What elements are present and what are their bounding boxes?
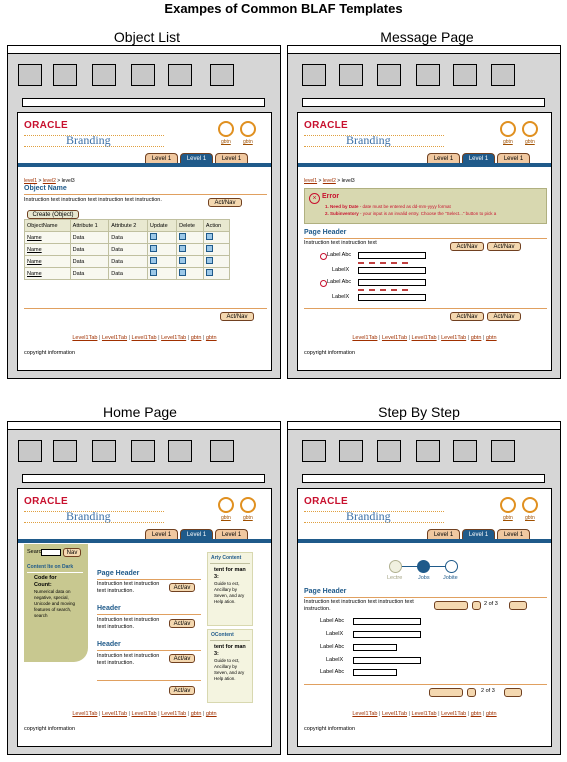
content-box-text: Guide to ect, Ancillary by Seven, and ary Help ation. [214, 658, 245, 681]
instruction-text: Instruction text instruction text instruction. [97, 617, 160, 630]
toolbar-button[interactable] [53, 440, 77, 462]
step-visited-icon[interactable] [389, 560, 402, 573]
text-field[interactable] [353, 631, 421, 638]
branding-text: Branding [66, 133, 111, 147]
window-titlebar[interactable] [288, 46, 560, 54]
tab-level1[interactable]: Level 1 [215, 153, 248, 163]
tab-level1[interactable]: Level 1 [215, 529, 248, 539]
copyright: copyright information [304, 350, 356, 356]
header-divider [97, 614, 201, 615]
toolbar-button[interactable] [210, 64, 234, 86]
toolbar-button[interactable] [453, 440, 477, 462]
toolbar-button[interactable] [18, 64, 42, 86]
content-box-text: Guide to ect, Ancillary by Seven, and ary Help ation. [214, 581, 245, 604]
text-field[interactable] [353, 669, 397, 676]
update-icon[interactable] [150, 269, 157, 276]
field-label: Label Abc [327, 279, 352, 285]
toolbar-button[interactable] [92, 440, 116, 462]
content-box-heading: tent for man 3: [214, 567, 246, 580]
toolbar-button[interactable] [131, 64, 155, 86]
footer-link[interactable]: Level1Tab [352, 711, 378, 717]
step-current-icon [417, 560, 430, 573]
error-indicator-icon [320, 253, 327, 260]
text-field[interactable] [353, 657, 421, 664]
oracle-logo: ORACLE [24, 496, 69, 507]
search-input[interactable] [41, 549, 61, 556]
footer-divider [304, 684, 547, 685]
action-button[interactable]: Act/Nav [487, 242, 521, 251]
object-table [24, 219, 230, 280]
toolbar-button[interactable] [377, 440, 401, 462]
tab-level1[interactable]: Level 1 [497, 153, 530, 163]
object-name-link[interactable]: Name [27, 270, 42, 277]
copyright: copyright information [304, 726, 356, 732]
footer-link[interactable]: gbtn [190, 335, 202, 341]
oracle-logo: ORACLE [304, 496, 349, 507]
toolbar-button[interactable] [491, 440, 515, 462]
action-button[interactable]: Act/av [169, 686, 195, 695]
search-label: Searc [27, 549, 42, 555]
global-button-icon[interactable] [522, 497, 538, 513]
window-object-list [7, 45, 281, 379]
tab-level1-selected[interactable]: Level 1 [462, 153, 495, 163]
action-button[interactable]: Act/Nav [487, 312, 521, 321]
global-button-label[interactable]: gbtn [243, 515, 253, 521]
column-header: Delete [177, 220, 204, 232]
global-button-label[interactable]: gbtn [503, 515, 513, 521]
field-label: Label Abc [320, 618, 345, 624]
next-button[interactable] [504, 688, 522, 697]
tab-level1[interactable]: Level 1 [427, 529, 460, 539]
action-button[interactable]: Act/Nav [450, 242, 484, 251]
toolbar-button[interactable] [377, 64, 401, 86]
nav-bar [298, 163, 551, 167]
toolbar-button[interactable] [416, 440, 440, 462]
field-label: LabelX [326, 657, 344, 663]
tab-level1[interactable]: Level 1 [145, 153, 178, 163]
field-label: Label Abc [320, 644, 345, 650]
breadcrumb: level1 > level2 > level3 [24, 178, 75, 184]
tab-level1-selected[interactable]: Level 1 [180, 529, 213, 539]
branding-text: Branding [66, 509, 111, 523]
breadcrumb-link[interactable]: level1 [304, 178, 318, 184]
section-header: Header [97, 605, 121, 612]
instruction-text: Instruction text instruction text instruction text instruction. [24, 197, 162, 203]
footer-link[interactable]: Level1Tab [161, 335, 187, 341]
footer-link[interactable]: Level1Tab [131, 711, 157, 717]
step-label: Jobs [418, 575, 430, 581]
footer-links: Level1Tab | Level1Tab | Level1Tab | Level1Tab | gbtn | gbtn [72, 335, 217, 341]
footer-link[interactable]: gbtn [205, 335, 217, 341]
global-button-label[interactable]: gbtn [525, 515, 535, 521]
global-button-label[interactable]: gbtn [503, 139, 513, 145]
branding-text: Branding [346, 133, 391, 147]
footer-link[interactable]: Level1Tab [411, 711, 437, 717]
footer-link[interactable]: Level1Tab [441, 711, 467, 717]
step-label: Lectre [387, 575, 403, 581]
update-icon[interactable] [150, 245, 157, 252]
header-divider [304, 597, 547, 598]
address-bar[interactable] [22, 474, 265, 483]
breadcrumb-link[interactable]: level1 [24, 178, 38, 184]
content-box-divider [210, 563, 250, 564]
footer-link[interactable]: Level1Tab [411, 335, 437, 341]
toolbar-button[interactable] [168, 64, 192, 86]
action-icon[interactable] [206, 245, 213, 252]
table-header-row [25, 220, 230, 232]
column-header[interactable]: Attribute 2 [109, 220, 148, 232]
update-icon[interactable] [150, 233, 157, 240]
footer-link[interactable]: gbtn [205, 711, 217, 717]
tab-level1[interactable]: Level 1 [145, 529, 178, 539]
page-header: Object Name [24, 185, 67, 192]
toolbar-button[interactable] [491, 64, 515, 86]
error-line: 2. Subinventory - your input is an invalid entry. Choose the "Select..." button to pick a [325, 211, 497, 216]
text-field[interactable] [358, 267, 426, 274]
error-message-box [304, 188, 547, 224]
tab-level1[interactable]: Level 1 [497, 529, 530, 539]
field-label: LabelX [332, 294, 350, 300]
object-name-link[interactable]: Name [27, 258, 42, 265]
sidebar-link[interactable]: Content Ite on Dark [27, 564, 74, 570]
footer-links: Level1Tab | Level1Tab | Level1Tab | Level1Tab | gbtn | gbtn [72, 711, 217, 717]
oracle-logo: ORACLE [304, 120, 349, 131]
nav-bar [298, 539, 551, 543]
object-name-link[interactable]: Name [27, 234, 42, 241]
address-bar[interactable] [302, 474, 545, 483]
footer-link[interactable]: Level1Tab [131, 335, 157, 341]
cell: Data [109, 232, 148, 244]
window-home-page [7, 421, 281, 755]
cell: Data [70, 232, 109, 244]
delete-icon[interactable] [179, 269, 186, 276]
page-content [297, 112, 552, 371]
error-underline [358, 262, 408, 266]
global-button-label[interactable]: gbtn [221, 515, 231, 521]
panel-title-step-by-step: Step By Step [378, 404, 460, 420]
text-field[interactable] [353, 618, 421, 625]
page-count: 2 of 3 [481, 688, 495, 694]
next-button[interactable] [509, 601, 527, 610]
sidebar-divider [27, 572, 83, 573]
cell: Data [109, 268, 148, 280]
footer-link[interactable]: Level1Tab [352, 335, 378, 341]
footer-link[interactable]: gbtn [190, 711, 202, 717]
footer-link[interactable]: Level1Tab [161, 711, 187, 717]
error-line: 1. Need by Date - date must be entered as dd-mm-yyyy format [325, 204, 451, 209]
content-box-title: OContent [211, 632, 234, 638]
page-header: Page Header [304, 588, 347, 595]
delete-icon[interactable] [179, 233, 186, 240]
instruction-text: Instruction text instruction text [304, 240, 377, 246]
page-content [17, 112, 272, 371]
error-title: Error [322, 193, 340, 200]
toolbar-button[interactable] [210, 440, 234, 462]
action-icon[interactable] [206, 233, 213, 240]
window-message-page [287, 45, 561, 379]
panel-title-home-page: Home Page [103, 404, 177, 420]
window-step-by-step [287, 421, 561, 755]
back-button[interactable] [429, 688, 463, 697]
action-button[interactable]: Act/av [169, 619, 195, 628]
toolbar-button[interactable] [339, 64, 363, 86]
toolbar-button[interactable] [168, 440, 192, 462]
action-icon[interactable] [206, 257, 213, 264]
footer-link[interactable]: gbtn [470, 711, 482, 717]
footer-link[interactable]: Level1Tab [101, 711, 128, 717]
instruction-text: Instruction text instruction text instruction. [97, 653, 160, 666]
table-row [25, 256, 230, 268]
delete-icon[interactable] [179, 245, 186, 252]
column-header[interactable]: ObjectName [25, 220, 71, 232]
tab-level1-selected[interactable]: Level 1 [462, 529, 495, 539]
action-button[interactable]: Act/Nav [220, 312, 254, 321]
header-divider [97, 650, 201, 651]
footer-links: Level1Tab | Level1Tab | Level1Tab | Level1Tab | gbtn | gbtn [352, 335, 497, 341]
footer-link[interactable]: Level1Tab [441, 335, 467, 341]
page-select[interactable] [467, 688, 476, 697]
side-navigation [24, 544, 88, 662]
step-next-icon[interactable] [445, 560, 458, 573]
global-button-icon[interactable] [240, 497, 256, 513]
footer-link[interactable]: gbtn [485, 335, 497, 341]
create-button[interactable]: Create (Object) [27, 210, 79, 219]
global-button-icon[interactable] [240, 121, 256, 137]
window-titlebar[interactable] [288, 422, 560, 430]
toolbar-button[interactable] [416, 64, 440, 86]
table-row [25, 232, 230, 244]
branding-text: Branding [346, 509, 391, 523]
column-header: Update [147, 220, 176, 232]
footer-link[interactable]: Level1Tab [101, 335, 128, 341]
address-bar[interactable] [302, 98, 545, 107]
toolbar-button[interactable] [302, 64, 326, 86]
footer-link[interactable]: Level1Tab [72, 711, 98, 717]
error-icon: × [309, 193, 320, 204]
cell: Data [109, 256, 148, 268]
section-header: Header [97, 641, 121, 648]
content-box-divider [210, 640, 250, 641]
global-button-label[interactable]: gbtn [221, 139, 231, 145]
text-field[interactable] [358, 279, 426, 286]
action-button[interactable]: Act/Nav [450, 312, 484, 321]
sidebar-heading: Code for Count: [34, 575, 57, 588]
table-row [25, 268, 230, 280]
footer-link[interactable]: Level1Tab [72, 335, 98, 341]
error-indicator-icon [320, 280, 327, 287]
cell: Data [109, 244, 148, 256]
instruction-text: Instruction text instruction text instruction. [97, 581, 160, 594]
column-header[interactable]: Attribute 1 [70, 220, 109, 232]
content-box-heading: tent for man 3: [214, 644, 246, 657]
field-label: LabelX [332, 267, 350, 273]
global-button-icon[interactable] [522, 121, 538, 137]
field-label: Label Abc [327, 252, 352, 258]
breadcrumb-link[interactable]: level2 [42, 178, 56, 184]
text-field[interactable] [358, 294, 426, 301]
nav-bar [18, 163, 271, 167]
toolbar-button[interactable] [453, 64, 477, 86]
footer-link[interactable]: gbtn [470, 335, 482, 341]
toolbar-button[interactable] [53, 64, 77, 86]
page-select[interactable] [472, 601, 481, 610]
step-label: Jobite [443, 575, 458, 581]
search-button[interactable]: Nav [63, 548, 81, 557]
instruction-text: Instruction text instruction text instruction text instruction. [304, 599, 414, 612]
global-button-label[interactable]: gbtn [243, 139, 253, 145]
panel-title-object-list: Object List [113, 29, 181, 45]
page-title: Exampes of Common BLAF Templates [164, 1, 403, 16]
cell: Data [70, 256, 109, 268]
table-row [25, 244, 230, 256]
field-label: Label Abc [320, 669, 345, 675]
content-box-title: Arty Content [211, 555, 242, 561]
page-content [17, 488, 272, 747]
update-icon[interactable] [150, 257, 157, 264]
oracle-logo: ORACLE [24, 120, 69, 131]
sidebar-text: Numerical data on negative, special, Unicode and moving features of search, search [34, 589, 76, 618]
error-underline [358, 289, 408, 293]
footer-link[interactable]: gbtn [485, 711, 497, 717]
action-icon[interactable] [206, 269, 213, 276]
footer-divider [24, 308, 267, 309]
object-name-link[interactable]: Name [27, 246, 42, 253]
breadcrumb: level1 > level2 > level3 [304, 178, 355, 184]
page-header: Page Header [304, 229, 347, 236]
page-count: 2 of 3 [484, 601, 498, 607]
nav-bar [18, 539, 271, 543]
toolbar-button[interactable] [302, 440, 326, 462]
toolbar-button[interactable] [18, 440, 42, 462]
back-button[interactable] [434, 601, 468, 610]
window-titlebar[interactable] [8, 422, 280, 430]
field-label: LabelX [326, 631, 344, 637]
tab-level1-selected[interactable]: Level 1 [180, 153, 213, 163]
text-field[interactable] [353, 644, 397, 651]
copyright: copyright information [24, 350, 76, 356]
content-box [207, 629, 253, 703]
delete-icon[interactable] [179, 257, 186, 264]
header-divider [304, 238, 547, 239]
action-button[interactable]: Act/av [169, 654, 195, 663]
address-bar[interactable] [22, 98, 265, 107]
footer-link[interactable]: Level1Tab [381, 711, 408, 717]
page-content [297, 488, 552, 747]
tab-level1[interactable]: Level 1 [427, 153, 460, 163]
global-button-icon[interactable] [218, 497, 234, 513]
footer-divider [304, 308, 547, 309]
header-divider [97, 579, 201, 580]
page-header: Page Header [97, 570, 140, 577]
global-button-icon[interactable] [500, 121, 516, 137]
footer-divider [97, 680, 201, 681]
copyright: copyright information [24, 726, 76, 732]
global-button-icon[interactable] [500, 497, 516, 513]
toolbar-button[interactable] [131, 440, 155, 462]
column-header: Action [203, 220, 229, 232]
panel-title-message-page: Message Page [380, 29, 474, 45]
window-titlebar[interactable] [8, 46, 280, 54]
global-button-label[interactable]: gbtn [525, 139, 535, 145]
content-box [207, 552, 253, 626]
header-divider [24, 194, 267, 195]
cell: Data [70, 244, 109, 256]
footer-links: Level1Tab | Level1Tab | Level1Tab | Level1Tab | gbtn | gbtn [352, 711, 497, 717]
footer-link[interactable]: Level1Tab [381, 335, 408, 341]
cell: Data [70, 268, 109, 280]
toolbar-button[interactable] [339, 440, 363, 462]
toolbar-button[interactable] [92, 64, 116, 86]
action-button[interactable]: Act/Nav [208, 198, 242, 207]
breadcrumb-link[interactable]: level2 [322, 178, 336, 184]
global-button-icon[interactable] [218, 121, 234, 137]
text-field[interactable] [358, 252, 426, 259]
action-button[interactable]: Act/av [169, 583, 195, 592]
